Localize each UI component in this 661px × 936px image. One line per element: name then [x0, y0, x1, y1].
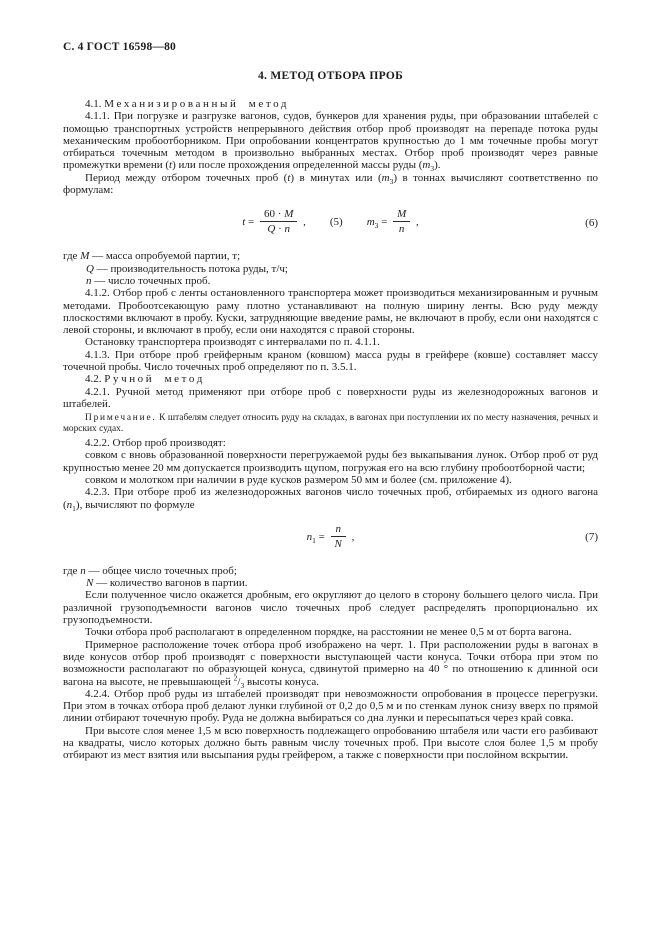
- paragraph-4-2-1: 4.2.1. Ручной метод применяют при отборе проб с поверхности руды из железнодорожных вагонов и штабелей.: [63, 385, 598, 410]
- paragraph-formula-intro: Период между отбором точечных проб (t) в минутах или $(m_3)$ в тоннах вычисляют соответственно по формулам:: [63, 171, 598, 197]
- legend-line-Q: Q — производительность потока руды, т/ч;: [86, 262, 288, 275]
- formula-5-numerator: 60 · M: [260, 208, 297, 222]
- legend-formula-7: [63, 565, 598, 590]
- formula-6-numerator: M: [393, 208, 410, 222]
- legend-line-N: N — количество вагонов в партии.: [86, 577, 248, 590]
- formula-6-fraction: [393, 208, 410, 235]
- legend-line-M: где M — масса опробуемой партии, т;: [63, 250, 241, 263]
- paragraph-points-distance: Точки отбора проб располагают в определенном порядке, на расстоянии не менее 0,5 м от борта вагона.: [85, 626, 572, 639]
- formula-7: [63, 524, 598, 551]
- paragraph-4-1-3: 4.1.3. При отборе проб грейферным краном (ковшом) масса руды в грейфере (ковше) составляет массу точечной пробы. Число точечных проб определяют по п. 3.5.1.: [63, 348, 598, 374]
- formula-7-tail: ,: [348, 530, 355, 543]
- heading-4-2-label: Ручной метод: [104, 373, 205, 386]
- heading-4-1: [63, 98, 598, 110]
- note-paragraph: [63, 413, 598, 435]
- paragraph-rounding: Если полученное число окажется дробным, его округляют до целого в сторону большего целого числа. При различной грузоподъемности вагонов число точечных проб следует распределять пропорционально их грузоподъемности.: [63, 589, 598, 627]
- paragraph-4-2-4: 4.2.4. Отбор проб руды из штабелей производят при невозможности опробования в процессе перегрузки. При этом в точках отбора проб делают лунки глубиной от 0,2 до 0,5 м и по стенкам лунок снизу вверх по прямой линии отбирают точечную пробу. Руда не должна выбираться со дна лунки и пересыпаться через край совка.: [63, 687, 598, 725]
- legend-formula-5-6: [63, 250, 598, 287]
- paragraph-scoop-hammer: совком и молотком при наличии в руде кусков размером 50 мм и более (см. приложение 4).: [85, 473, 512, 486]
- heading-4-1-number: 4.1.: [85, 98, 102, 110]
- paragraph-scoop-surface: совком с вновь образованной поверхности перегружаемой руды без выкапывания лунок. Отбор проб от руд крупностью менее 20 мм допускается производить щупом, погружая его на всю глубину пробоотборной части;: [63, 449, 598, 474]
- formula-7-numerator: n: [331, 523, 346, 537]
- heading-4-1-label: Механизированный метод: [104, 98, 290, 110]
- paragraph-4-1-1: 4.1.1. При погрузке и разгрузке вагонов, судов, бункеров для хранения руды, при образовании штабелей с помощью транспортных устройств непрерывного действия отбор проб производят на перепаде потока руды механическим пробоотборником. При опробовании концентратов крупностью до 1 мм точечные пробы могут отбираться точечным методом в произвольно выбранных местах. Отбор проб производят через равные промежутки времени (t) или после прохождения определенной массы руды $(m_3)$.: [63, 110, 598, 174]
- note-label: Примечание.: [85, 413, 157, 424]
- equation-number-6: (6): [585, 216, 598, 229]
- paragraph-stop-transporter: Остановку транспортера производят с интервалами по п. 4.1.1.: [85, 336, 380, 349]
- formula-7-lhs: $n_1$ =: [306, 530, 328, 546]
- formula-7-fraction: [331, 523, 346, 550]
- paragraph-layer-height: При высоте слоя менее 1,5 м всю поверхность подлежащего опробованию штабеля или части его разбивают на квадраты, число которых должно быть равным числу точечных проб. При высоте слоя более 1,5 м пробу отбирают из мест взятия или высыпания руды грейфером, а также с поверхности при послойном вскрытии.: [63, 724, 598, 762]
- formula-5-fraction: [260, 208, 297, 235]
- note-text: К штабелям следует относить руду на складах, в вагонах при поступлении их по месту назначения, речных и морских судах.: [63, 413, 598, 435]
- formula-7-denominator: N: [334, 537, 342, 550]
- page-header: С. 4 ГОСТ 16598—80: [63, 41, 176, 53]
- paragraph-4-1-2: 4.1.2. Отбор проб с ленты остановленного транспортера может производиться механизированным и ручным методами. Пробоотсекающую раму плотно устанавливают на полную ширину ленты. Всю руду между плоскостями включают в пробу. Куски, затрудняющие введение рамы, не включают в пробу, если они находятся с левой стороны, и включают в пробу, если они находятся с правой стороны.: [63, 287, 598, 337]
- formula-5-6: [63, 209, 598, 236]
- heading-4-2: [63, 373, 598, 385]
- formula-6-denominator: n: [398, 223, 405, 236]
- equation-number-5: (5): [329, 216, 343, 229]
- equation-number-7: (7): [585, 531, 598, 544]
- formula-5-denominator: Q · n: [267, 223, 290, 236]
- paragraph-points-arrangement: Примерное расположение точек отбора проб изображено на черт. 1. При расположении руды в вагонах в виде конусов отбор проб производят с поверхности выступающей части конуса. Точки отбора при этом по возможности располагают по образующей конуса, сдвинутой примерно на 40 ° по отношению к длинной оси вагона на высоте, не превышающей $^2/_3$ высоты конуса.: [63, 638, 598, 690]
- legend-line-n: n — число точечных проб.: [86, 274, 211, 287]
- paragraph-4-2-2: 4.2.2. Отбор проб производят:: [85, 437, 226, 450]
- legend-line-n-total: где n — общее число точечных проб;: [63, 564, 237, 577]
- formula-5-tail: ,: [300, 216, 306, 229]
- paragraph-4-2-3: 4.2.3. При отборе проб из железнодорожных вагонов число точечных проб, отбираемых из одного вагона $(n_1)$, вычисляют по формуле: [63, 486, 598, 513]
- heading-4-2-number: 4.2.: [85, 373, 102, 386]
- formula-6-lhs: $m_3$ =: [366, 216, 391, 231]
- formula-5-lhs: t =: [242, 216, 258, 229]
- doc-title: 4. МЕТОД ОТБОРА ПРОБ: [258, 70, 403, 82]
- formula-6-tail: ,: [413, 216, 419, 229]
